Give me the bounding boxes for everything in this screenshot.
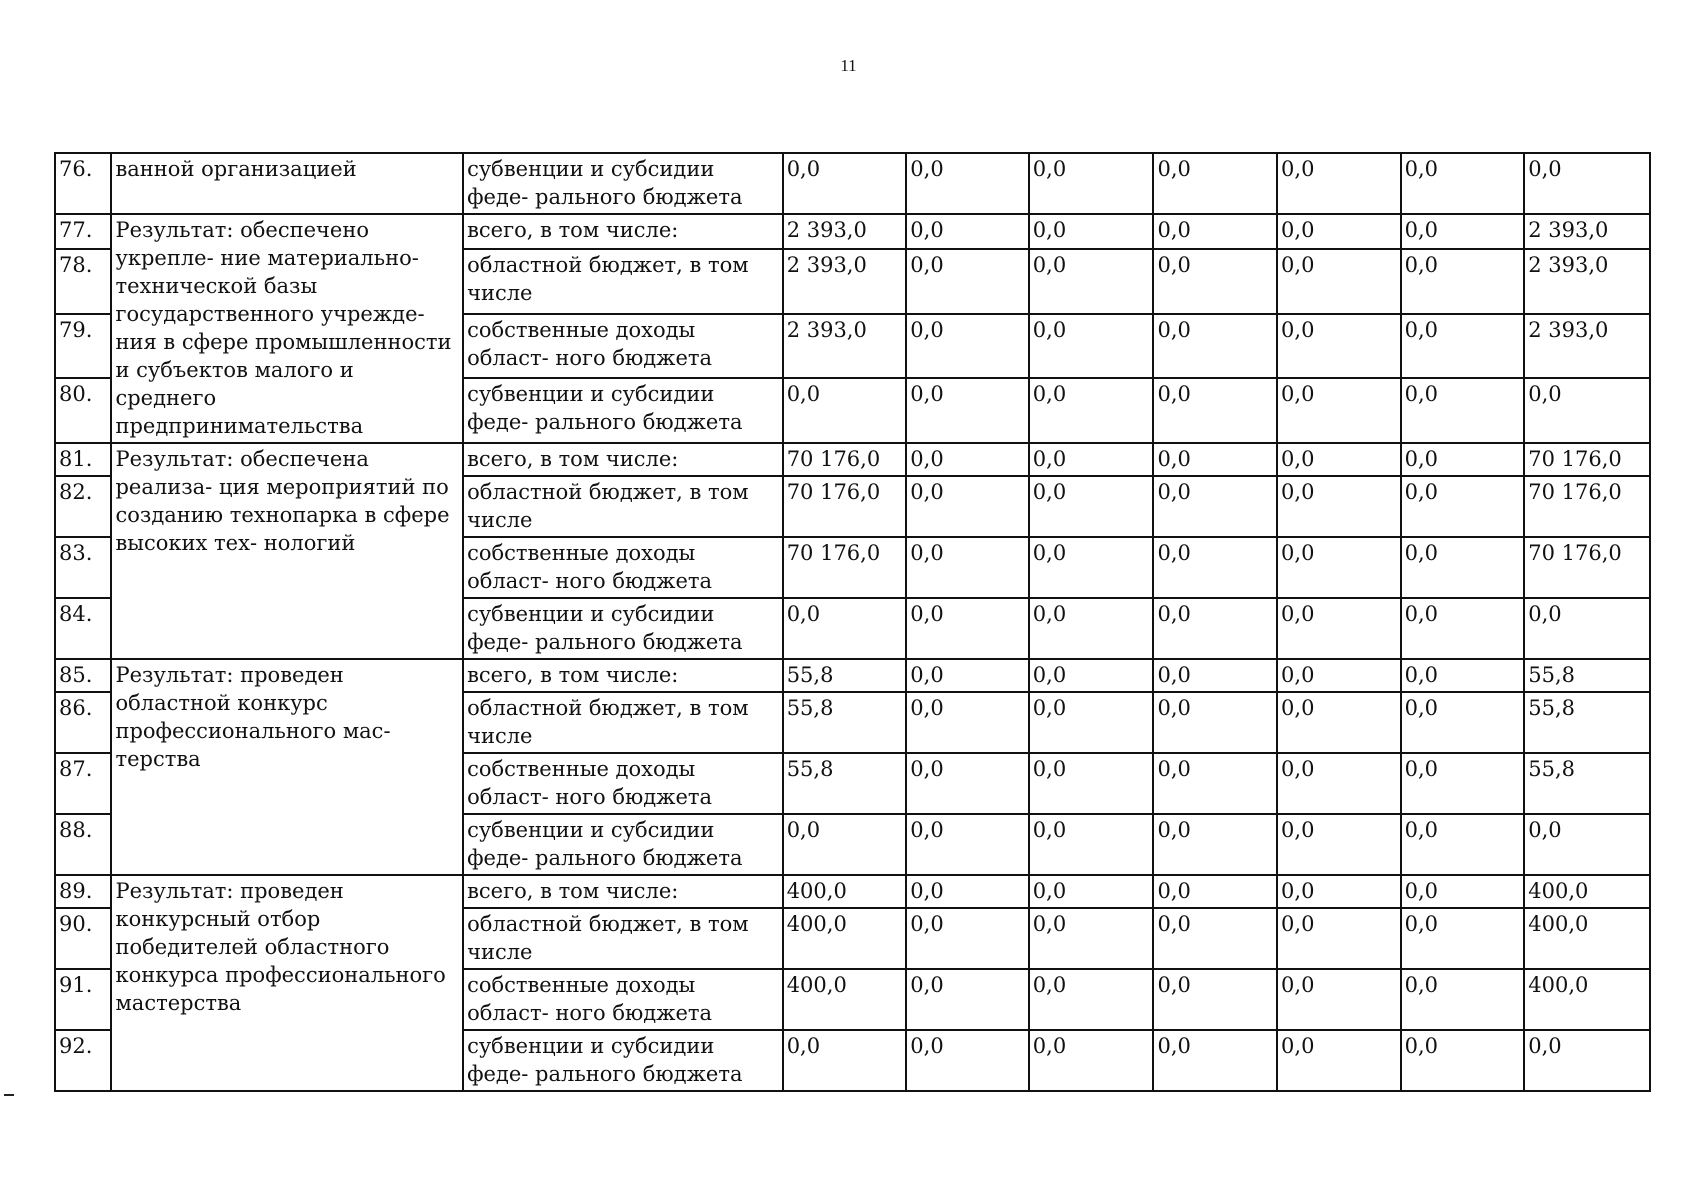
amount-value: 0,0	[1153, 969, 1277, 1030]
amount-value: 0,0	[906, 214, 1029, 249]
amount-value: 0,0	[783, 153, 907, 214]
funding-source: всего, в том числе:	[463, 875, 783, 908]
amount-value: 0,0	[906, 153, 1029, 214]
amount-value: 0,0	[1401, 476, 1525, 537]
amount-value: 0,0	[1029, 692, 1154, 753]
amount-value: 0,0	[906, 1030, 1029, 1091]
amount-value: 0,0	[1153, 753, 1277, 814]
funding-source: областной бюджет, в том числе	[463, 692, 783, 753]
amount-value: 0,0	[1029, 814, 1154, 875]
amount-value: 0,0	[906, 659, 1029, 692]
amount-value: 0,0	[1153, 659, 1277, 692]
amount-value: 55,8	[783, 659, 907, 692]
row-number: 79.	[55, 314, 111, 379]
amount-value: 0,0	[1401, 314, 1525, 379]
amount-value: 0,0	[906, 249, 1029, 314]
amount-value: 0,0	[906, 814, 1029, 875]
result-description: ванной организацией	[111, 153, 463, 214]
result-description: Результат: проведен областной конкурс профессионального мас- терства	[111, 659, 463, 875]
amount-value: 0,0	[1153, 378, 1277, 443]
amount-value: 0,0	[906, 969, 1029, 1030]
amount-value: 0,0	[1401, 249, 1525, 314]
amount-value: 0,0	[1277, 314, 1401, 379]
row-number: 90.	[55, 908, 111, 969]
amount-value: 0,0	[1277, 814, 1401, 875]
amount-value: 0,0	[1277, 378, 1401, 443]
total-value: 400,0	[1524, 908, 1650, 969]
amount-value: 70 176,0	[783, 443, 907, 476]
row-number: 78.	[55, 249, 111, 314]
amount-value: 0,0	[1277, 875, 1401, 908]
row-number: 88.	[55, 814, 111, 875]
row-number: 77.	[55, 214, 111, 249]
amount-value: 0,0	[1277, 908, 1401, 969]
amount-value: 0,0	[906, 378, 1029, 443]
amount-value: 400,0	[783, 969, 907, 1030]
amount-value: 0,0	[1277, 659, 1401, 692]
total-value: 2 393,0	[1524, 249, 1650, 314]
amount-value: 70 176,0	[783, 476, 907, 537]
funding-source: собственные доходы област- ного бюджета	[463, 537, 783, 598]
amount-value: 0,0	[1401, 875, 1525, 908]
amount-value: 55,8	[783, 753, 907, 814]
amount-value: 0,0	[1401, 153, 1525, 214]
amount-value: 0,0	[1401, 753, 1525, 814]
amount-value: 0,0	[906, 476, 1029, 537]
amount-value: 0,0	[1029, 908, 1154, 969]
page-number: 11	[840, 56, 857, 75]
row-number: 80.	[55, 378, 111, 443]
amount-value: 0,0	[906, 908, 1029, 969]
funding-source: субвенции и субсидии феде- рального бюджета	[463, 378, 783, 443]
table-row	[55, 443, 1650, 476]
budget-table	[54, 152, 1651, 1092]
amount-value: 0,0	[1401, 537, 1525, 598]
row-number: 82.	[55, 476, 111, 537]
row-number: 92.	[55, 1030, 111, 1091]
amount-value: 0,0	[1401, 908, 1525, 969]
row-number: 87.	[55, 753, 111, 814]
amount-value: 0,0	[1401, 969, 1525, 1030]
table-row	[55, 659, 1650, 692]
amount-value: 0,0	[1277, 969, 1401, 1030]
amount-value: 0,0	[906, 692, 1029, 753]
funding-source: всего, в том числе:	[463, 214, 783, 249]
amount-value: 400,0	[783, 908, 907, 969]
row-number: 85.	[55, 659, 111, 692]
funding-source: собственные доходы област- ного бюджета	[463, 753, 783, 814]
amount-value: 0,0	[783, 814, 907, 875]
amount-value: 400,0	[783, 875, 907, 908]
total-value: 70 176,0	[1524, 537, 1650, 598]
total-value: 400,0	[1524, 969, 1650, 1030]
row-number: 84.	[55, 598, 111, 659]
amount-value: 2 393,0	[783, 214, 907, 249]
margin-mark	[4, 1094, 14, 1096]
amount-value: 0,0	[1401, 814, 1525, 875]
amount-value: 0,0	[783, 598, 907, 659]
total-value: 0,0	[1524, 814, 1650, 875]
total-value: 0,0	[1524, 1030, 1650, 1091]
amount-value: 0,0	[1401, 378, 1525, 443]
amount-value: 0,0	[1401, 598, 1525, 659]
row-number: 89.	[55, 875, 111, 908]
amount-value: 0,0	[1029, 1030, 1154, 1091]
amount-value: 0,0	[906, 875, 1029, 908]
funding-source: областной бюджет, в том числе	[463, 249, 783, 314]
amount-value: 0,0	[906, 598, 1029, 659]
total-value: 55,8	[1524, 753, 1650, 814]
total-value: 2 393,0	[1524, 214, 1650, 249]
total-value: 0,0	[1524, 153, 1650, 214]
amount-value: 0,0	[1277, 443, 1401, 476]
table-row	[55, 875, 1650, 908]
amount-value: 0,0	[1029, 249, 1154, 314]
funding-source: субвенции и субсидии феде- рального бюджета	[463, 814, 783, 875]
amount-value: 0,0	[1029, 378, 1154, 443]
row-number: 86.	[55, 692, 111, 753]
row-number: 91.	[55, 969, 111, 1030]
total-value: 70 176,0	[1524, 476, 1650, 537]
total-value: 400,0	[1524, 875, 1650, 908]
amount-value: 0,0	[1153, 249, 1277, 314]
amount-value: 0,0	[1277, 537, 1401, 598]
amount-value: 0,0	[1029, 443, 1154, 476]
total-value: 2 393,0	[1524, 314, 1650, 379]
amount-value: 0,0	[1029, 476, 1154, 537]
amount-value: 0,0	[1029, 875, 1154, 908]
amount-value: 0,0	[1153, 1030, 1277, 1091]
amount-value: 0,0	[1277, 153, 1401, 214]
amount-value: 0,0	[1153, 908, 1277, 969]
funding-source: субвенции и субсидии феде- рального бюджета	[463, 598, 783, 659]
amount-value: 0,0	[1401, 1030, 1525, 1091]
amount-value: 0,0	[1029, 214, 1154, 249]
amount-value: 0,0	[1401, 659, 1525, 692]
funding-source: всего, в том числе:	[463, 659, 783, 692]
amount-value: 0,0	[1029, 598, 1154, 659]
amount-value: 2 393,0	[783, 249, 907, 314]
amount-value: 0,0	[1401, 214, 1525, 249]
total-value: 0,0	[1524, 598, 1650, 659]
result-description: Результат: обеспечена реализа- ция мероприятий по созданию технопарка в сфере высоких тех- нологий	[111, 443, 463, 659]
funding-source: всего, в том числе:	[463, 443, 783, 476]
amount-value: 0,0	[1029, 153, 1154, 214]
funding-source: областной бюджет, в том числе	[463, 908, 783, 969]
amount-value: 0,0	[1277, 753, 1401, 814]
amount-value: 0,0	[906, 537, 1029, 598]
amount-value: 70 176,0	[783, 537, 907, 598]
total-value: 55,8	[1524, 659, 1650, 692]
amount-value: 0,0	[1029, 753, 1154, 814]
total-value: 55,8	[1524, 692, 1650, 753]
result-description: Результат: обеспечено укрепле- ние материально-технической базы государственного учрежде- ния в сфере промышленности и субъектов малого и среднего предпринимательства	[111, 214, 463, 443]
row-number: 81.	[55, 443, 111, 476]
amount-value: 0,0	[1029, 314, 1154, 379]
amount-value: 0,0	[1029, 537, 1154, 598]
amount-value: 0,0	[1277, 249, 1401, 314]
amount-value: 0,0	[1153, 875, 1277, 908]
amount-value: 0,0	[1277, 214, 1401, 249]
amount-value: 0,0	[1401, 443, 1525, 476]
row-number: 83.	[55, 537, 111, 598]
row-number: 76.	[55, 153, 111, 214]
total-value: 0,0	[1524, 378, 1650, 443]
table-row	[55, 214, 1650, 249]
total-value: 70 176,0	[1524, 443, 1650, 476]
amount-value: 0,0	[906, 443, 1029, 476]
amount-value: 0,0	[783, 1030, 907, 1091]
funding-source: собственные доходы област- ного бюджета	[463, 969, 783, 1030]
amount-value: 0,0	[1029, 659, 1154, 692]
amount-value: 0,0	[1153, 443, 1277, 476]
funding-source: областной бюджет, в том числе	[463, 476, 783, 537]
amount-value: 0,0	[1029, 969, 1154, 1030]
funding-source: собственные доходы област- ного бюджета	[463, 314, 783, 379]
amount-value: 0,0	[906, 314, 1029, 379]
amount-value: 0,0	[906, 753, 1029, 814]
amount-value: 0,0	[783, 378, 907, 443]
amount-value: 0,0	[1153, 598, 1277, 659]
funding-source: субвенции и субсидии феде- рального бюджета	[463, 153, 783, 214]
result-description: Результат: проведен конкурсный отбор победителей областного конкурса профессионального мастерства	[111, 875, 463, 1091]
amount-value: 0,0	[1153, 153, 1277, 214]
amount-value: 0,0	[1277, 598, 1401, 659]
amount-value: 0,0	[1153, 692, 1277, 753]
amount-value: 0,0	[1277, 1030, 1401, 1091]
amount-value: 0,0	[1401, 692, 1525, 753]
table-row	[55, 153, 1650, 214]
amount-value: 0,0	[1153, 476, 1277, 537]
amount-value: 0,0	[1153, 814, 1277, 875]
funding-source: субвенции и субсидии феде- рального бюджета	[463, 1030, 783, 1091]
amount-value: 0,0	[1277, 476, 1401, 537]
amount-value: 55,8	[783, 692, 907, 753]
amount-value: 0,0	[1277, 692, 1401, 753]
amount-value: 0,0	[1153, 214, 1277, 249]
amount-value: 0,0	[1153, 314, 1277, 379]
amount-value: 2 393,0	[783, 314, 907, 379]
amount-value: 0,0	[1153, 537, 1277, 598]
